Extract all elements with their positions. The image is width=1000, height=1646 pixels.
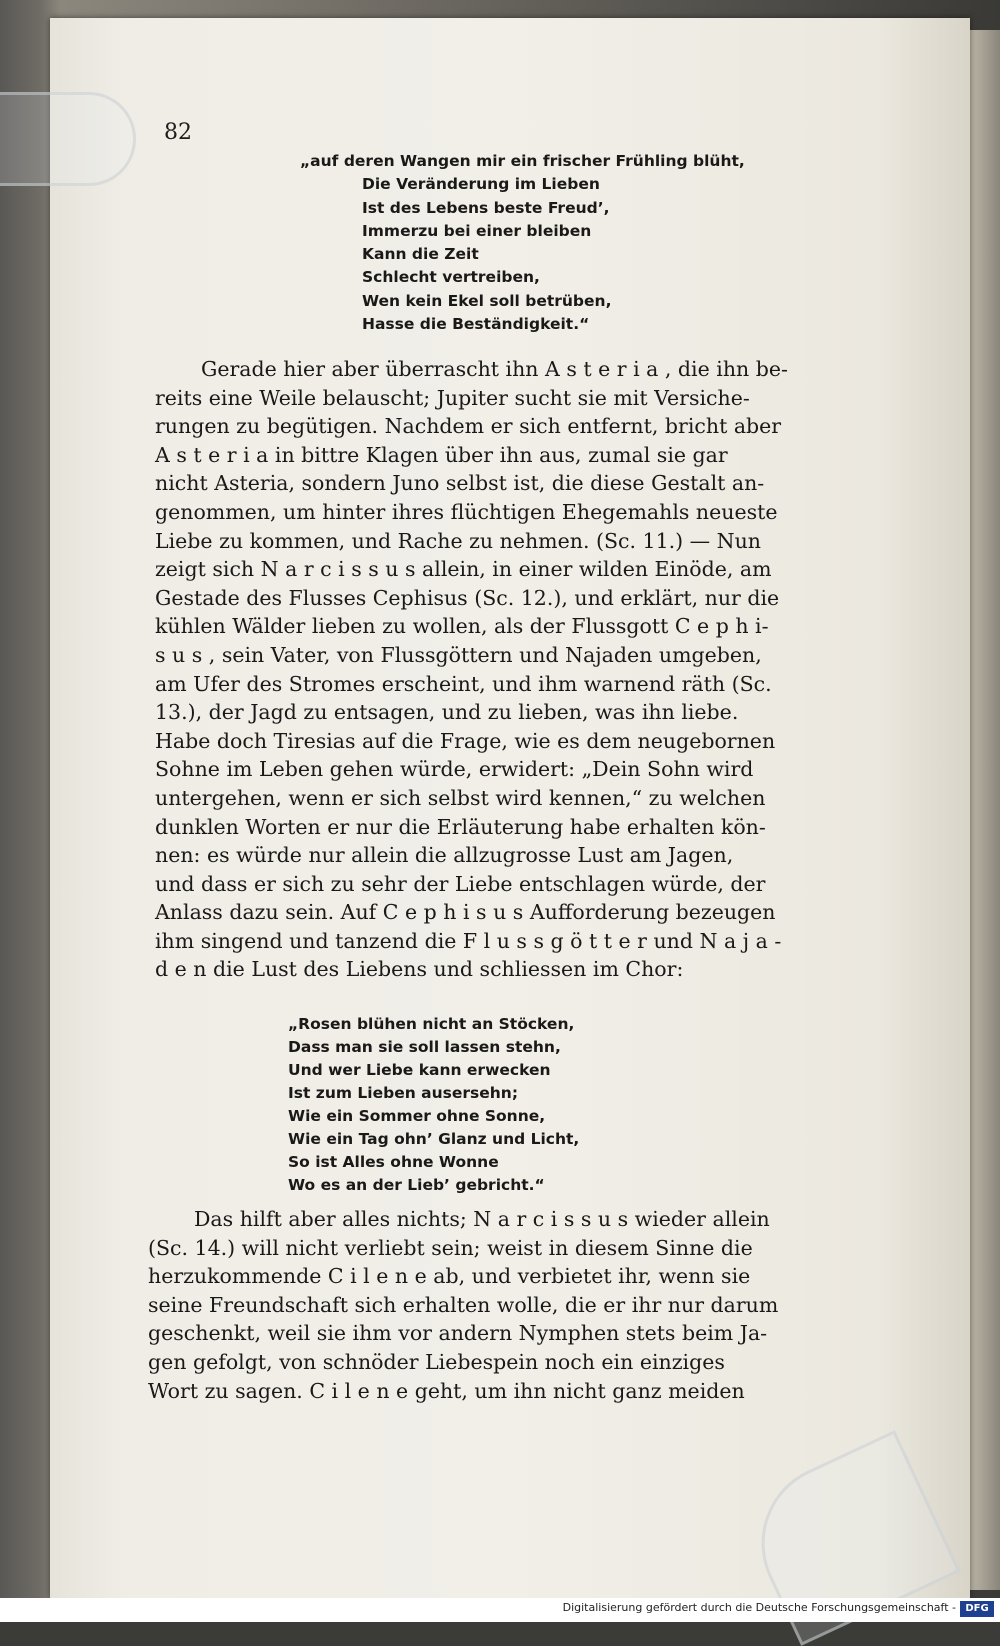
prose-line: am Ufer des Stromes erscheint, und ihm warnend räth (Sc. — [155, 671, 772, 696]
prose-line: Liebe zu kommen, und Rache zu nehmen. (Sc. 11.) — Nun — [155, 528, 762, 553]
verse-line: Wo es an der Lieb’ gebricht.“ — [288, 1176, 545, 1194]
page-number: 82 — [164, 120, 192, 145]
dfg-logo: DFG — [960, 1601, 994, 1617]
prose-line: herzukommende C i l e n e ab, und verbietet ihr, wenn sie — [148, 1264, 751, 1289]
prose-line: Wort zu sagen. C i l e n e geht, um ihn nicht ganz meiden — [148, 1378, 745, 1403]
verse-line: Wie ein Tag ohn’ Glanz und Licht, — [288, 1130, 580, 1148]
prose-line: rungen zu begütigen. Nachdem er sich entfernt, bricht aber — [155, 414, 782, 439]
prose-line: genommen, um hinter ihres flüchtigen Ehegemahls neueste — [155, 499, 778, 524]
verse-line: „Rosen blühen nicht an Stöcken, — [288, 1015, 575, 1033]
verse-line: Dass man sie soll lassen stehn, — [288, 1038, 561, 1056]
prose-line: nen: es würde nur allein die allzugrosse Lust am Jagen, — [155, 843, 734, 868]
verse-line: Schlecht vertreiben, — [362, 268, 540, 287]
prose-line: Habe doch Tiresias auf die Frage, wie es dem neugebornen — [155, 728, 776, 753]
prose-line: kühlen Wälder lieben zu wollen, als der Flussgott C e p h i- — [155, 614, 769, 639]
verse-line: Wie ein Sommer ohne Sonne, — [288, 1107, 546, 1125]
prose-line: und dass er sich zu sehr der Liebe entschlagen würde, der — [155, 871, 766, 896]
prose-line: reits eine Weile belauscht; Jupiter sucht sie mit Versiche- — [155, 385, 750, 410]
prose-line: 13.), der Jagd zu entsagen, und zu lieben, was ihn liebe. — [155, 700, 739, 725]
verse-block-1 — [300, 150, 745, 336]
prose-line: d e n die Lust des Liebens und schliessen im Chor: — [155, 957, 684, 982]
prose-line: A s t e r i a in bittre Klagen über ihn aus, zumal sie gar — [155, 442, 728, 467]
prose-line: Sohne im Leben gehen würde, erwidert: „Dein Sohn wird — [155, 757, 754, 782]
verse-line: Und wer Liebe kann erwecken — [288, 1061, 551, 1079]
verse-line: Ist des Lebens beste Freud’, — [362, 198, 610, 217]
verse-line: Ist zum Lieben ausersehn; — [288, 1084, 519, 1102]
prose-line: ihm singend und tanzend die F l u s s g ö t t e r und N a j a - — [155, 928, 782, 953]
prose-paragraph-1 — [155, 355, 845, 984]
verse-line: Hasse die Beständigkeit.“ — [362, 315, 590, 334]
verse-line: Wen kein Ekel soll betrüben, — [362, 291, 612, 310]
verse-line: „auf deren Wangen mir ein frischer Frühling blüht, — [300, 152, 745, 170]
prose-line: gen gefolgt, von schnöder Liebespein noch ein einziges — [148, 1349, 725, 1374]
prose-line: Das hilft aber alles nichts; N a r c i s s u s wieder allein — [194, 1207, 770, 1231]
prose-line: Gerade hier aber überrascht ihn A s t e r i a , die ihn be- — [201, 357, 788, 381]
prose-line: zeigt sich N a r c i s s u s allein, in einer wilden Einöde, am — [155, 557, 772, 582]
prose-line: dunklen Worten er nur die Erläuterung habe erhalten kön- — [155, 814, 766, 839]
prose-line: Anlass dazu sein. Auf C e p h i s u s Aufforderung bezeugen — [155, 900, 776, 925]
prose-line: nicht Asteria, sondern Juno selbst ist, die diese Gestalt an- — [155, 471, 765, 496]
verse-block-2 — [288, 1013, 579, 1197]
prose-line: geschenkt, weil sie ihm vor andern Nymphen stets beim Ja- — [148, 1321, 768, 1346]
prose-line: seine Freundschaft sich erhalten wolle, die er ihr nur darum — [148, 1292, 779, 1317]
verse-line: Kann die Zeit — [362, 245, 479, 264]
prose-line: s u s , sein Vater, von Flussgöttern und Najaden umgeben, — [155, 642, 762, 667]
prose-paragraph-2 — [148, 1205, 838, 1405]
prose-line: (Sc. 14.) will nicht verliebt sein; weist in diesem Sinne die — [148, 1235, 753, 1260]
verse-line: Die Veränderung im Lieben — [362, 175, 600, 194]
prose-line: untergehen, wenn er sich selbst wird kennen,“ zu welchen — [155, 785, 766, 810]
verse-line: So ist Alles ohne Wonne — [288, 1153, 499, 1171]
digitization-credit: Digitalisierung gefördert durch die Deutsche Forschungsgemeinschaft - — [562, 1601, 956, 1614]
prose-line: Gestade des Flusses Cephisus (Sc. 12.), und erklärt, nur die — [155, 585, 780, 610]
verse-line: Immerzu bei einer bleiben — [362, 221, 592, 240]
